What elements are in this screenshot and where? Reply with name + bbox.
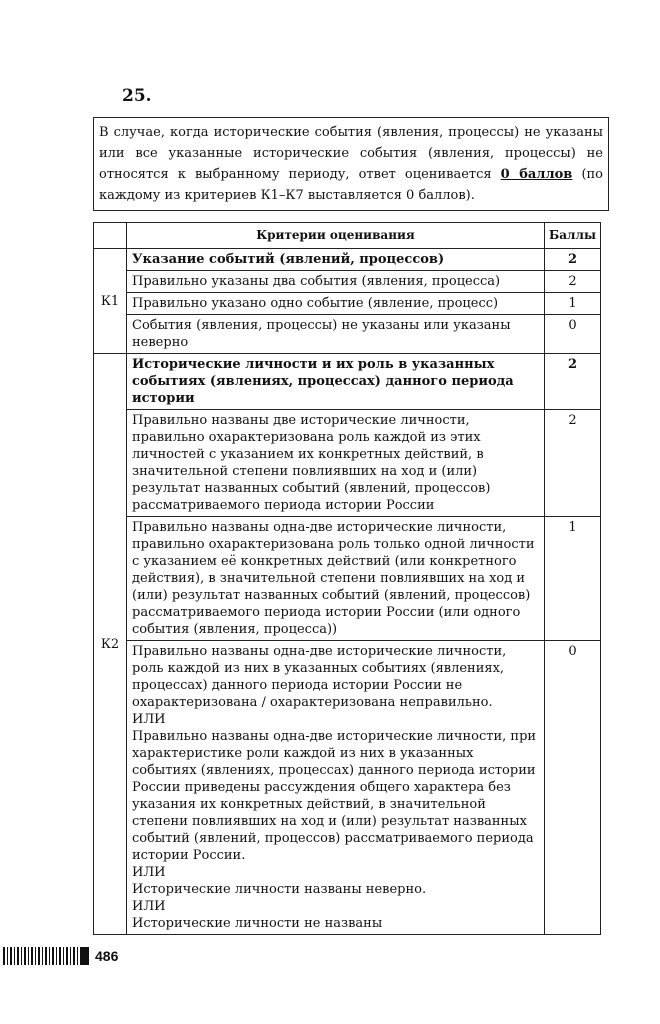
scoring-note (93, 117, 609, 211)
criterion-description: События (явления, процессы) не указаны или указаны неверно (127, 315, 545, 354)
criterion-part: Правильно названы одна-две исторические личности, роль каждой из них в указанных событиях (явлениях, процессах) данного периода истории России не охарактеризована / охарактеризована неправильно. (132, 644, 507, 710)
points-cell: 2 (545, 271, 601, 293)
criterion-description: Правильно названы две исторические личности, правильно охарактеризована роль каждой из этих личностей с указанием их конкретных действий, в значительной степени повлиявших на ход и (или) результат названных событий (явлений, процессов) рассматриваемого периода истории России (127, 410, 545, 517)
table-row (94, 293, 601, 315)
table-row (94, 249, 601, 271)
or-separator: ИЛИ (132, 865, 166, 880)
points-cell: 2 (545, 249, 601, 271)
table-row (94, 354, 601, 410)
points-cell: 1 (545, 517, 601, 641)
criterion-description: Правильно указано одно событие (явление, процесс) (127, 293, 545, 315)
header-code-cell (94, 223, 127, 249)
task-number: 25. (122, 86, 152, 106)
header-points: Баллы (545, 223, 601, 249)
page-number: 486 (95, 948, 119, 964)
note-text-after: (по каждому из критериев К1–К7 выставляется 0 баллов). (99, 167, 604, 203)
note-text-before: В случае, когда исторические события (явления, процессы) не указаны или все указанные исторические события (явления, процессы) не относятся к выбранному периоду, ответ оценивается (99, 125, 603, 182)
criterion-code-k2: К2 (94, 354, 127, 935)
points-cell: 0 (545, 315, 601, 354)
table-row (94, 517, 601, 641)
points-cell: 2 (545, 354, 601, 410)
points-cell: 0 (545, 641, 601, 935)
criterion-part: Исторические личности не названы (132, 916, 383, 931)
barcode-block (81, 947, 89, 965)
points-cell: 1 (545, 293, 601, 315)
criteria-table (93, 222, 601, 935)
criterion-part: Исторические личности названы неверно. (132, 882, 427, 897)
table-row (94, 641, 601, 935)
note-emphasis: 0 баллов (500, 167, 573, 182)
criterion-code-k1: К1 (94, 249, 127, 354)
header-criteria: Критерии оценивания (127, 223, 545, 249)
table-row (94, 271, 601, 293)
criterion-title-k1: Указание событий (явлений, процессов) (127, 249, 545, 271)
points-cell: 2 (545, 410, 601, 517)
table-row (94, 315, 601, 354)
criterion-description: Правильно указаны два события (явления, процесса) (127, 271, 545, 293)
criterion-description-multi (127, 641, 545, 935)
page-footer (3, 946, 118, 966)
criterion-description: Правильно названы одна-две исторические личности, правильно охарактеризована роль только одной личности с указанием её конкретных действий (или конкретного действия), в значительной степени повлиявших на ход и (или) результат названных событий (явлений, процессов) рассматриваемого периода истории России (или одного события (явления, процесса)) (127, 517, 545, 641)
criterion-title-k2: Исторические личности и их роль в указанных событиях (явлениях, процессах) данного периода истории (127, 354, 545, 410)
table-row (94, 410, 601, 517)
barcode-decoration (3, 947, 81, 965)
criterion-part: Правильно названы одна-две исторические личности, при характеристике роли каждой из них в указанных событиях (явлениях, процессах) данного периода истории России приведены рассуждения общего характера без указания их конкретных действий, в значительной степени повлиявших на ход и (или) результат названных событий (явлений, процессов) рассматриваемого периода истории России. (132, 729, 537, 863)
table-header-row (94, 223, 601, 249)
or-separator: ИЛИ (132, 899, 166, 914)
or-separator: ИЛИ (132, 712, 166, 727)
